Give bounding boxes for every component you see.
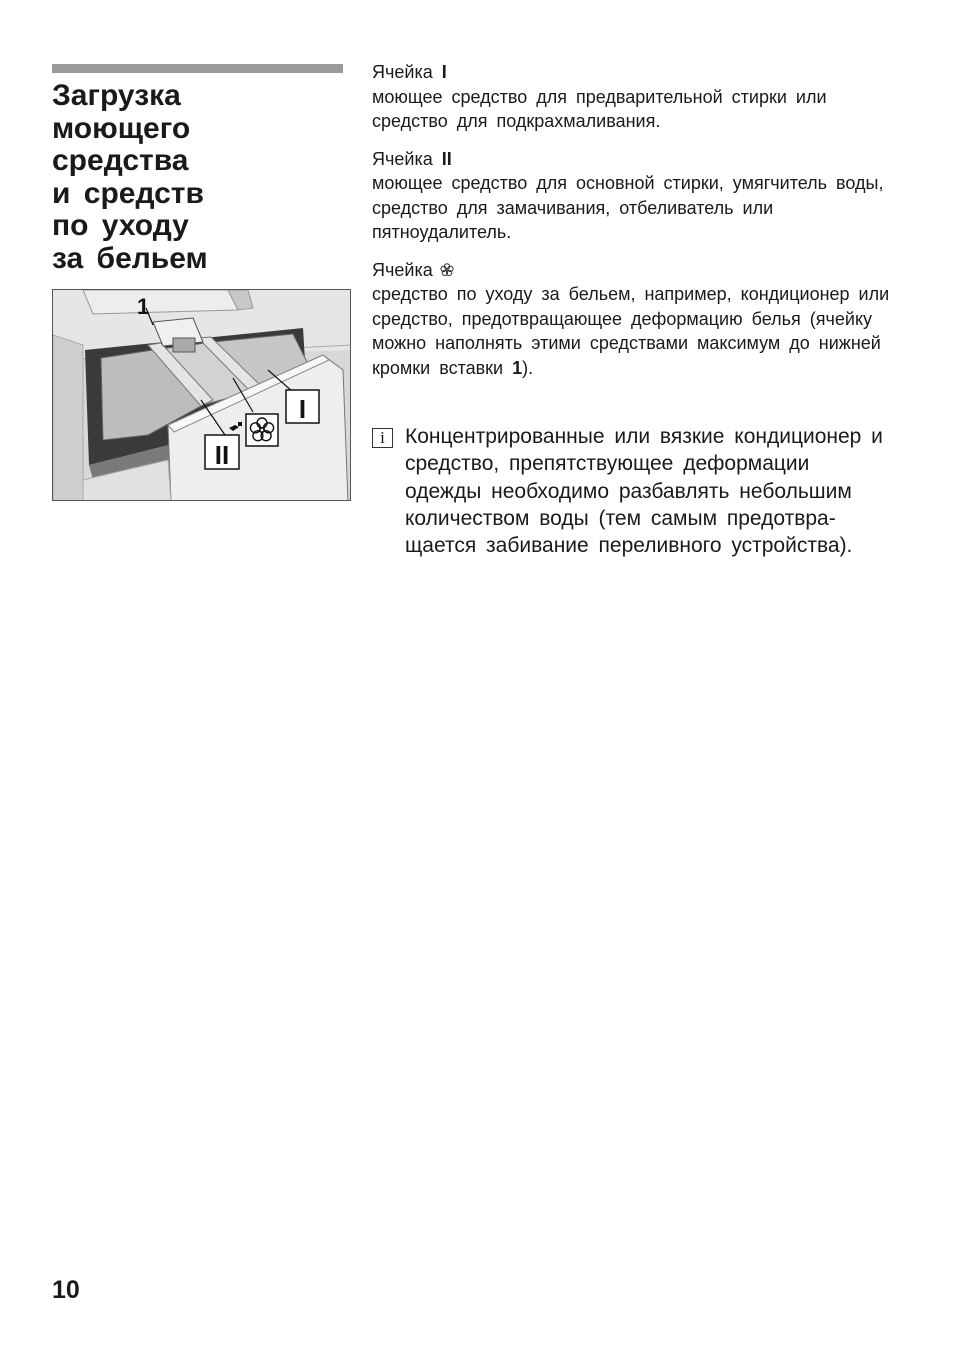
drawer-drawing (53, 290, 351, 501)
cell-heading (372, 60, 892, 85)
title-line: и средств (52, 176, 204, 210)
title-line: средства (52, 144, 189, 177)
info-note (372, 423, 892, 559)
cell-text: моющее средство для предварительной стирки или средство для подкрахмаливания. (372, 86, 827, 131)
cell-label: Ячейка (372, 62, 433, 82)
cell-description-1 (372, 60, 892, 134)
cell-label: Ячейка (372, 259, 433, 280)
section-title (52, 80, 352, 275)
callout-insert-1: 1 (137, 294, 150, 319)
cell-text-part: ). (522, 357, 534, 378)
cell-heading (372, 258, 892, 283)
cell-marker: II (441, 148, 452, 169)
cell-label: Ячейка (372, 148, 433, 169)
title-line: за бельем (52, 241, 208, 275)
detergent-drawer-illustration (52, 289, 351, 501)
cell-description-2 (372, 147, 892, 245)
title-line: Загрузка (52, 79, 181, 112)
section-top-rule (52, 64, 343, 73)
cell-text: моющее средство для основной стирки, умягчитель воды, средство для замачивания, отбеливатель или пятноудалитель. (372, 173, 884, 242)
flower-icon (439, 262, 455, 278)
cell-description-3 (372, 258, 892, 381)
cell-text (372, 282, 892, 380)
compartment-descriptions (372, 60, 892, 393)
insert-reference: 1 (512, 357, 523, 378)
cell-text-part: средство по уходу за бельем, например, кондиционер или средство, предотвращающее деформацию белья (ячейку можно наполнять этими средствами максимум до нижней кромки вставки (372, 284, 890, 378)
callout-compartment-2: II (214, 440, 230, 470)
title-line: по уходу (52, 209, 189, 242)
title-line: моющего (52, 111, 191, 145)
cell-marker: I (441, 62, 447, 82)
cell-heading (372, 147, 892, 172)
info-icon: i (372, 428, 393, 448)
callout-compartment-1: I (298, 394, 307, 424)
softener-flower-icon (246, 414, 278, 446)
note-text: Концентрированные или вязкие кондиционер и средство, препятствующее деформации одежды необходимо разбавлять небольшим количеством воды (тем самым предотвра- щается забивание переливного устройства). (405, 425, 883, 558)
page-number: 10 (52, 1276, 80, 1304)
